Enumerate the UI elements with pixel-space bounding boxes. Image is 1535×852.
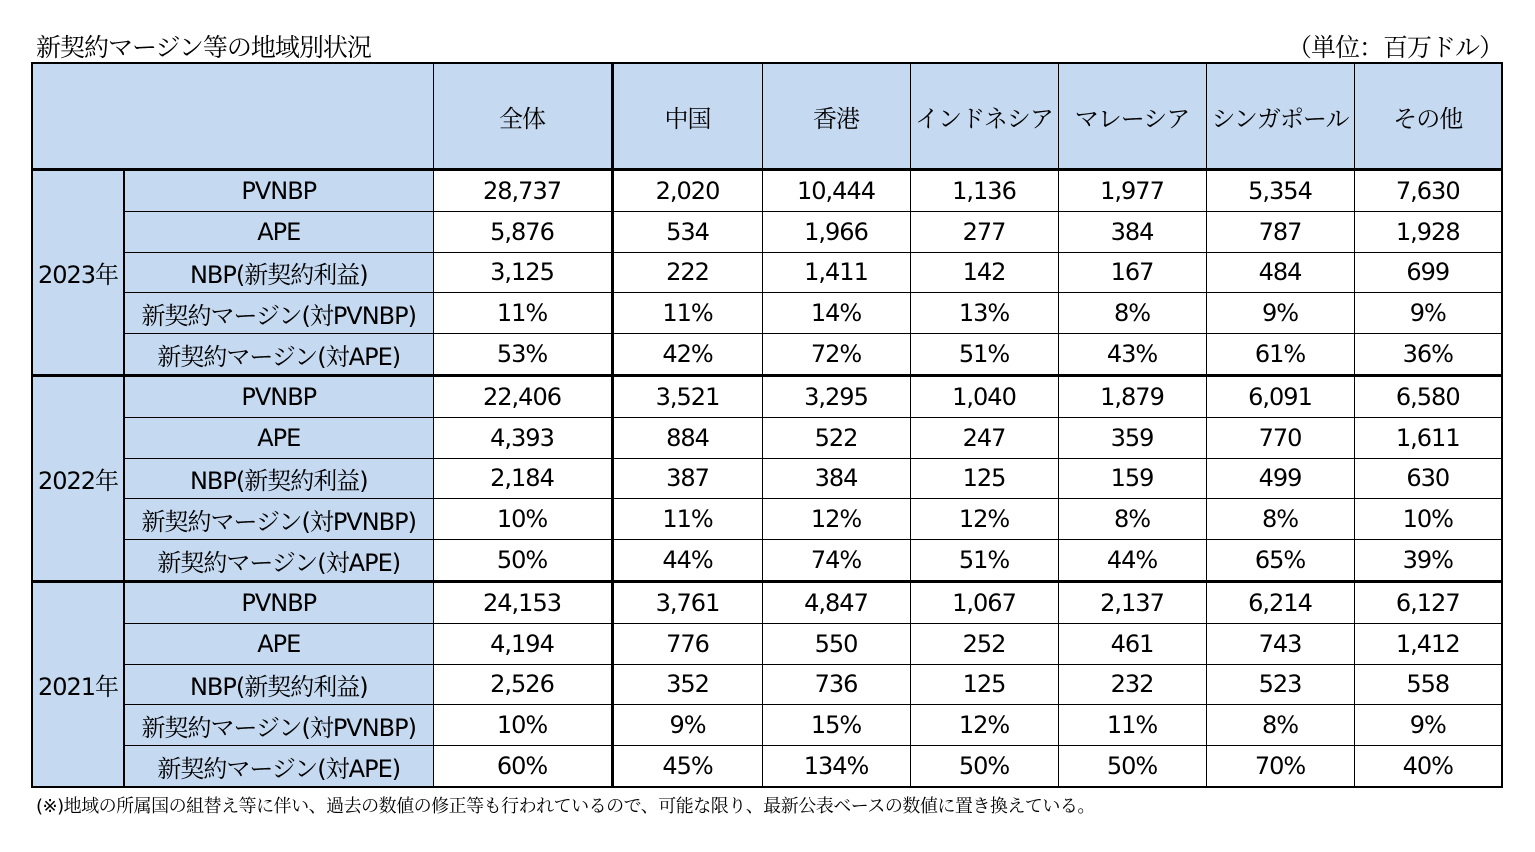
table-row xyxy=(32,664,1502,705)
metric-label: PVNBP xyxy=(124,375,433,417)
value-cell: 5,876 xyxy=(433,211,612,252)
metric-label: APE xyxy=(124,623,433,664)
value-cell: 2,526 xyxy=(433,664,612,705)
value-cell: 2,137 xyxy=(1058,581,1206,623)
value-cell: 11% xyxy=(612,499,762,540)
value-cell: 2,020 xyxy=(612,170,762,212)
value-cell: 42% xyxy=(612,334,762,376)
value-cell: 50% xyxy=(433,540,612,582)
table-row xyxy=(32,623,1502,664)
value-cell: 776 xyxy=(612,623,762,664)
table-row xyxy=(32,458,1502,499)
value-cell: 15% xyxy=(762,705,910,746)
col-header-indonesia: インドネシア xyxy=(910,63,1058,170)
value-cell: 44% xyxy=(1058,540,1206,582)
value-cell: 1,067 xyxy=(910,581,1058,623)
value-cell: 9% xyxy=(1354,705,1502,746)
metric-label: PVNBP xyxy=(124,170,433,212)
metric-label: NBP(新契約利益) xyxy=(124,458,433,499)
value-cell: 247 xyxy=(910,417,1058,458)
header-corner xyxy=(32,63,433,170)
value-cell: 12% xyxy=(910,499,1058,540)
value-cell: 1,136 xyxy=(910,170,1058,212)
value-cell: 11% xyxy=(1058,705,1206,746)
value-cell: 10,444 xyxy=(762,170,910,212)
value-cell: 6,127 xyxy=(1354,581,1502,623)
metric-label: 新契約マージン(対APE) xyxy=(124,334,433,376)
value-cell: 384 xyxy=(1058,211,1206,252)
header-row xyxy=(32,63,1502,170)
value-cell: 9% xyxy=(1354,293,1502,334)
table-row xyxy=(32,170,1502,212)
value-cell: 74% xyxy=(762,540,910,582)
value-cell: 24,153 xyxy=(433,581,612,623)
value-cell: 884 xyxy=(612,417,762,458)
value-cell: 22,406 xyxy=(433,375,612,417)
footnote: (※)地域の所属国の組替え等に伴い、過去の数値の修正等も行われているので、可能な限り、最新公表ベースの数値に置き換えている。 xyxy=(36,796,1095,817)
value-cell: 222 xyxy=(612,252,762,293)
value-cell: 5,354 xyxy=(1206,170,1354,212)
unit-label: （単位：百万ドル） xyxy=(1286,33,1503,62)
metric-label: 新契約マージン(対PVNBP) xyxy=(124,499,433,540)
metric-label: 新契約マージン(対PVNBP) xyxy=(124,293,433,334)
value-cell: 3,521 xyxy=(612,375,762,417)
value-cell: 359 xyxy=(1058,417,1206,458)
value-cell: 699 xyxy=(1354,252,1502,293)
value-cell: 12% xyxy=(910,705,1058,746)
value-cell: 167 xyxy=(1058,252,1206,293)
value-cell: 558 xyxy=(1354,664,1502,705)
value-cell: 36% xyxy=(1354,334,1502,376)
table-row xyxy=(32,375,1502,417)
table-row xyxy=(32,540,1502,582)
value-cell: 11% xyxy=(612,293,762,334)
table-row xyxy=(32,581,1502,623)
value-cell: 534 xyxy=(612,211,762,252)
table-row xyxy=(32,499,1502,540)
value-cell: 4,847 xyxy=(762,581,910,623)
value-cell: 13% xyxy=(910,293,1058,334)
value-cell: 743 xyxy=(1206,623,1354,664)
value-cell: 70% xyxy=(1206,746,1354,787)
col-header-malaysia: マレーシア xyxy=(1058,63,1206,170)
year-label: 2022年 xyxy=(32,375,124,581)
value-cell: 3,295 xyxy=(762,375,910,417)
value-cell: 523 xyxy=(1206,664,1354,705)
value-cell: 12% xyxy=(762,499,910,540)
value-cell: 9% xyxy=(1206,293,1354,334)
metric-label: APE xyxy=(124,211,433,252)
value-cell: 2,184 xyxy=(433,458,612,499)
col-header-china: 中国 xyxy=(612,63,762,170)
value-cell: 630 xyxy=(1354,458,1502,499)
table-row xyxy=(32,705,1502,746)
value-cell: 736 xyxy=(762,664,910,705)
value-cell: 3,761 xyxy=(612,581,762,623)
metric-label: APE xyxy=(124,417,433,458)
value-cell: 10% xyxy=(433,499,612,540)
value-cell: 134% xyxy=(762,746,910,787)
value-cell: 72% xyxy=(762,334,910,376)
table-row xyxy=(32,293,1502,334)
value-cell: 232 xyxy=(1058,664,1206,705)
value-cell: 461 xyxy=(1058,623,1206,664)
metric-label: 新契約マージン(対APE) xyxy=(124,540,433,582)
metric-label: PVNBP xyxy=(124,581,433,623)
value-cell: 45% xyxy=(612,746,762,787)
value-cell: 1,040 xyxy=(910,375,1058,417)
value-cell: 484 xyxy=(1206,252,1354,293)
value-cell: 522 xyxy=(762,417,910,458)
value-cell: 1,966 xyxy=(762,211,910,252)
metric-label: NBP(新契約利益) xyxy=(124,252,433,293)
value-cell: 277 xyxy=(910,211,1058,252)
col-header-other: その他 xyxy=(1354,63,1502,170)
regional-margin-table xyxy=(31,62,1503,788)
col-header-total: 全体 xyxy=(433,63,612,170)
value-cell: 53% xyxy=(433,334,612,376)
table-title: 新契約マージン等の地域別状況 xyxy=(36,33,371,62)
value-cell: 252 xyxy=(910,623,1058,664)
value-cell: 8% xyxy=(1206,705,1354,746)
value-cell: 6,580 xyxy=(1354,375,1502,417)
value-cell: 1,611 xyxy=(1354,417,1502,458)
value-cell: 10% xyxy=(1354,499,1502,540)
value-cell: 44% xyxy=(612,540,762,582)
value-cell: 1,411 xyxy=(762,252,910,293)
col-header-singapore: シンガポール xyxy=(1206,63,1354,170)
value-cell: 3,125 xyxy=(433,252,612,293)
value-cell: 10% xyxy=(433,705,612,746)
value-cell: 7,630 xyxy=(1354,170,1502,212)
value-cell: 8% xyxy=(1058,293,1206,334)
value-cell: 4,194 xyxy=(433,623,612,664)
value-cell: 61% xyxy=(1206,334,1354,376)
value-cell: 770 xyxy=(1206,417,1354,458)
value-cell: 9% xyxy=(612,705,762,746)
year-label: 2023年 xyxy=(32,170,124,376)
value-cell: 352 xyxy=(612,664,762,705)
value-cell: 1,879 xyxy=(1058,375,1206,417)
value-cell: 1,412 xyxy=(1354,623,1502,664)
col-header-hongkong: 香港 xyxy=(762,63,910,170)
value-cell: 125 xyxy=(910,664,1058,705)
value-cell: 499 xyxy=(1206,458,1354,499)
value-cell: 14% xyxy=(762,293,910,334)
value-cell: 142 xyxy=(910,252,1058,293)
value-cell: 787 xyxy=(1206,211,1354,252)
table-row xyxy=(32,252,1502,293)
value-cell: 4,393 xyxy=(433,417,612,458)
value-cell: 50% xyxy=(1058,746,1206,787)
value-cell: 8% xyxy=(1058,499,1206,540)
value-cell: 1,928 xyxy=(1354,211,1502,252)
value-cell: 60% xyxy=(433,746,612,787)
value-cell: 8% xyxy=(1206,499,1354,540)
value-cell: 159 xyxy=(1058,458,1206,499)
metric-label: 新契約マージン(対PVNBP) xyxy=(124,705,433,746)
value-cell: 51% xyxy=(910,334,1058,376)
value-cell: 40% xyxy=(1354,746,1502,787)
value-cell: 11% xyxy=(433,293,612,334)
year-label: 2021年 xyxy=(32,581,124,786)
value-cell: 387 xyxy=(612,458,762,499)
value-cell: 51% xyxy=(910,540,1058,582)
value-cell: 384 xyxy=(762,458,910,499)
value-cell: 6,091 xyxy=(1206,375,1354,417)
value-cell: 125 xyxy=(910,458,1058,499)
metric-label: NBP(新契約利益) xyxy=(124,664,433,705)
value-cell: 50% xyxy=(910,746,1058,787)
table-row xyxy=(32,417,1502,458)
value-cell: 1,977 xyxy=(1058,170,1206,212)
value-cell: 39% xyxy=(1354,540,1502,582)
value-cell: 28,737 xyxy=(433,170,612,212)
value-cell: 550 xyxy=(762,623,910,664)
value-cell: 65% xyxy=(1206,540,1354,582)
table-row xyxy=(32,746,1502,787)
value-cell: 6,214 xyxy=(1206,581,1354,623)
table-row xyxy=(32,211,1502,252)
metric-label: 新契約マージン(対APE) xyxy=(124,746,433,787)
table-row xyxy=(32,334,1502,376)
value-cell: 43% xyxy=(1058,334,1206,376)
